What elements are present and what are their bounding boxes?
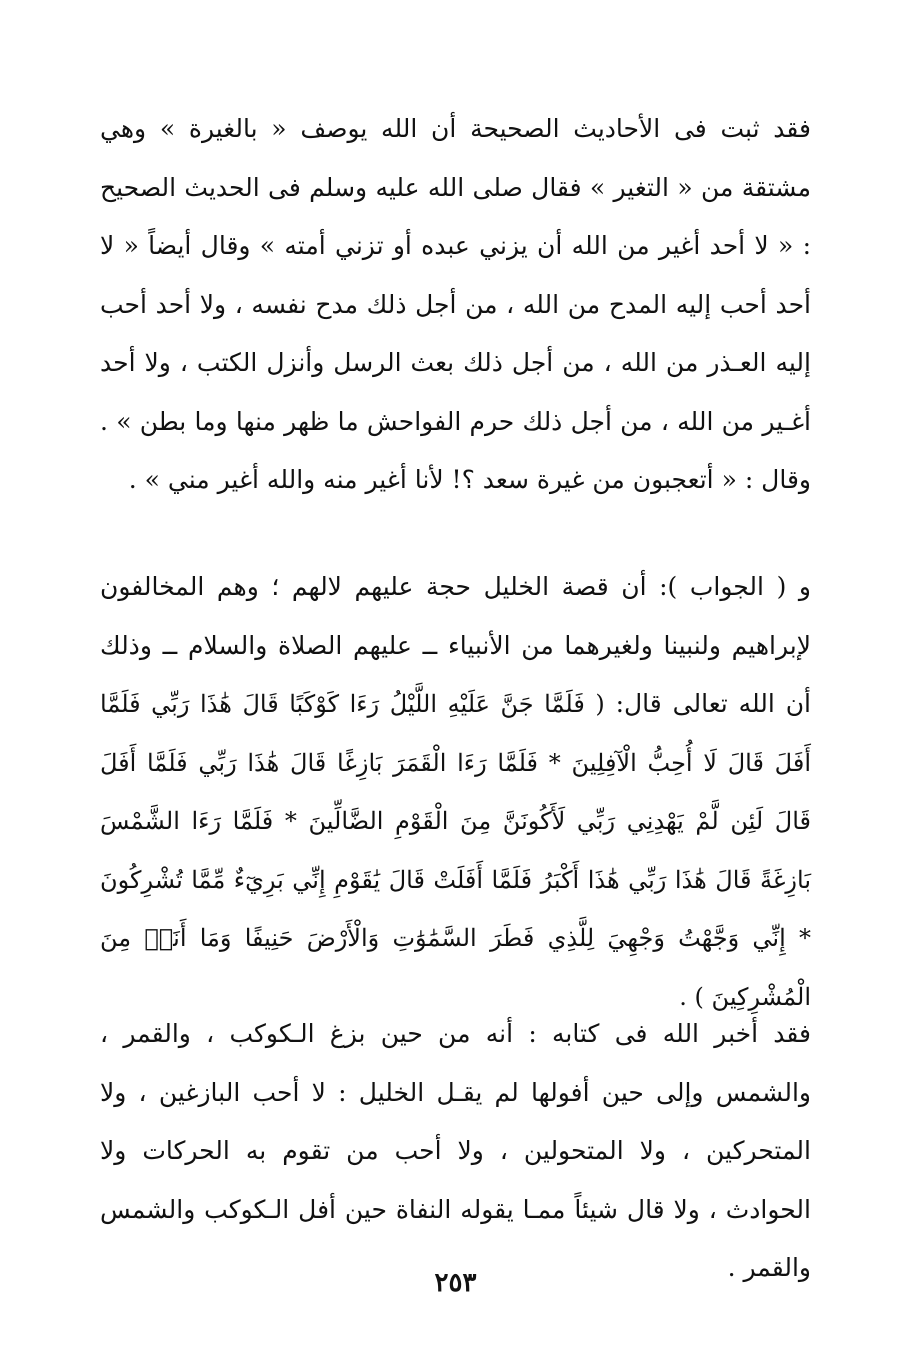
paragraph-khalil-conclusion: فقد أخبر الله فى كتابه : أنه من حين بزغ الـكوكب ، والقمر ، والشمس وإلى حين أفولها لم يقـل الخليل : لا أحب البازغين ، ولا المتحركين ، ولا المتحولين ، ولا أحب من تقوم به الحركات ولا الحوادث ، ولا قال شيئاً ممـا يقوله النفاة حين أفل الـكوكب والشمس والقمر . (100, 1019, 811, 1282)
quran-verse-quote: ( فَلَمَّا جَنَّ عَلَيْهِ اللَّيْلُ رَءَا كَوْكَبًا قَالَ هَٰذَا رَبِّي فَلَمَّا أَفَلَ قَالَ لَا أُحِبُّ الْآفِلِينَ * فَلَمَّا رَءَا الْقَمَرَ بَازِغًا قَالَ هَٰذَا رَبِّي فَلَمَّا أَفَلَ قَالَ لَئِن لَّمْ يَهْدِنِي رَبِّي لَأَكُونَنَّ مِنَ الْقَوْمِ الضَّالِّينَ * فَلَمَّا رَءَا الشَّمْسَ بَازِغَةً قَالَ هَٰذَا رَبِّي هَٰذَا أَكْبَرُ فَلَمَّا أَفَلَتْ قَالَ يَٰقَوْمِ إِنِّي بَرِيٓءٌ مِّمَّا تُشْرِكُونَ * إِنِّي وَجَّهْتُ وَجْهِيَ لِلَّذِي فَطَرَ السَّمَٰوَٰتِ وَالْأَرْضَ حَنِيفًا وَمَا أَنَا۠ مِنَ الْمُشْرِكِينَ ) . (100, 690, 811, 1011)
page-number: ٢٥٣ (434, 1268, 477, 1298)
paragraph-divine-jealousy: فقد ثبت فى الأحاديث الصحيحة أن الله يوصف « بالغيرة » وهي مشتقة من « التغير » فقال صلى الله عليه وسلم فى الحديث الصحيح : « لا أحد أغير من الله أن يزني عبده أو تزني أمته » وقال أيضاً « لا أحد أحب إليه المدح من الله ، من أجل ذلك مدح نفسه ، ولا أحد أحب إليه العـذر من الله ، من أجل ذلك بعث الرسل وأنزل الكتب ، ولا أحد أغـير من الله ، من أجل ذلك حرم الفواحش ما ظهر منها وما بطن » . وقال : « أتعجبون من غيرة سعد ؟! لأنا أغير منه والله أغير مني » . (100, 114, 811, 494)
paragraph-answer (100, 558, 811, 1026)
answer-intro-text: و ( الجواب ): أن قصة الخليل حجة عليهم لالهم ؛ وهم المخالفون لإبراهيم ولنبينا ولغيرهما من الأنبياء ــ عليهم الصلاة والسلام ــ وذلك أن الله تعالى قال: (100, 572, 812, 718)
